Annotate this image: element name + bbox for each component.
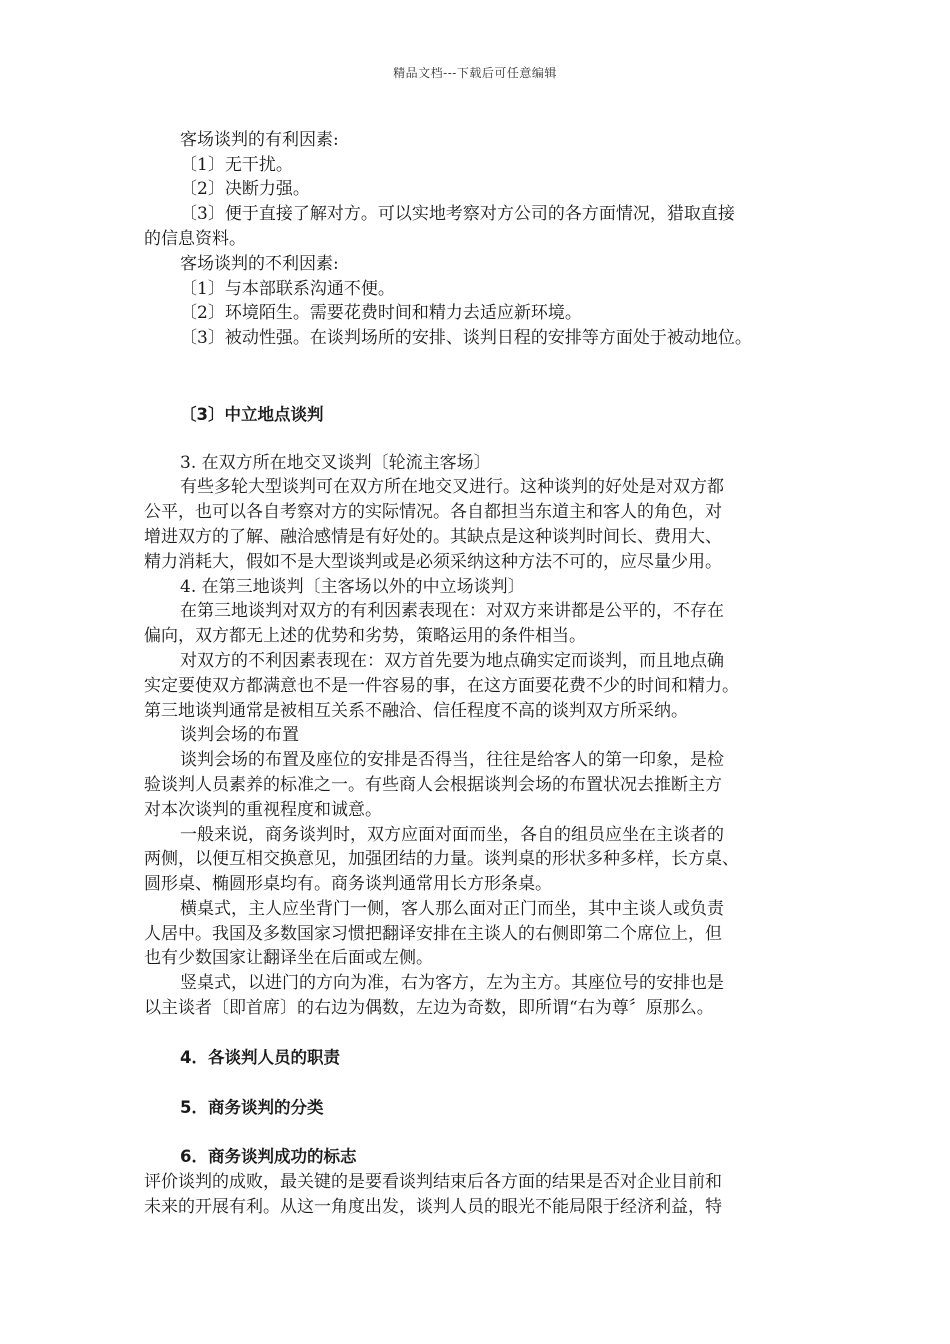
section-heading: 5．商务谈判的分类 — [180, 1098, 324, 1117]
paragraph-line: 一般来说，商务谈判时，双方应面对面而坐，各自的组员应坐在主谈者的 — [180, 825, 724, 845]
paragraph-line: 3. 在双方所在地交叉谈判〔轮流主客场〕 — [180, 453, 491, 473]
paragraph-line: 〔3〕便于直接了解对方。可以实地考察对方公司的各方面情况，猎取直接 — [180, 204, 735, 224]
paragraph-line: 对本次谈判的重视程度和诚意。 — [144, 800, 382, 820]
paragraph-line: 未来的开展有利。从这一角度出发，谈判人员的眼光不能局限于经济利益，特 — [144, 1197, 722, 1217]
paragraph-line: 〔1〕与本部联系沟通不便。 — [180, 279, 395, 299]
paragraph-line: 公平，也可以各自考察对方的实际情况。各自都担当东道主和客人的角色，对 — [144, 502, 722, 522]
paragraph-line: 在第三地谈判对双方的有利因素表现在：对双方来讲都是公平的，不存在 — [180, 601, 724, 621]
paragraph-line: 验谈判人员素养的标准之一。有些商人会根据谈判会场的布置状况去推断主方 — [144, 775, 722, 795]
paragraph-line: 实定要使双方都满意也不是一件容易的事，在这方面要花费不少的时间和精力。 — [144, 676, 739, 696]
paragraph-line: 客场谈判的不利因素: — [180, 254, 339, 274]
paragraph-line: 〔1〕无干扰。 — [180, 155, 293, 175]
paragraph-line: 精力消耗大，假如不是大型谈判或是必须采纳这种方法不可的，应尽量少用。 — [144, 552, 722, 572]
paragraph-line: 对双方的不利因素表现在：双方首先要为地点确实定而谈判，而且地点确 — [180, 651, 724, 671]
paragraph-line: 评价谈判的成败，最关键的是要看谈判结束后各方面的结果是否对企业目前和 — [144, 1172, 722, 1192]
page-header: 精品文档---下载后可任意编辑 — [393, 66, 557, 80]
paragraph-line: 横桌式，主人应坐背门一侧，客人那么面对正门而坐，其中主谈人或负责 — [180, 899, 724, 919]
paragraph-line: 增进双方的了解、融洽感情是有好处的。其缺点是这种谈判时间长、费用大、 — [144, 527, 722, 547]
paragraph-line: 两侧，以便互相交换意见，加强团结的力量。谈判桌的形状多种多样，长方桌、 — [144, 849, 739, 869]
paragraph-line: 圆形桌、椭圆形桌均有。商务谈判通常用长方形条桌。 — [144, 874, 552, 894]
paragraph-line: 4. 在第三地谈判〔主客场以外的中立场谈判〕 — [180, 577, 525, 597]
paragraph-line: 〔2〕环境陌生。需要花费时间和精力去适应新环境。 — [180, 303, 582, 323]
paragraph-line: 客场谈判的有利因素: — [180, 130, 339, 150]
paragraph-line: 〔2〕决断力强。 — [180, 179, 310, 199]
section-heading: 6．商务谈判成功的标志 — [180, 1147, 357, 1166]
paragraph-line: 偏向，双方都无上述的优势和劣势，策略运用的条件相当。 — [144, 626, 586, 646]
paragraph-line: 以主谈者〔即首席〕的右边为偶数，左边为奇数，即所谓“右为尊〞原那么。 — [144, 998, 714, 1018]
paragraph-line: 〔3〕被动性强。在谈判场所的安排、谈判日程的安排等方面处于被动地位。 — [180, 328, 752, 348]
paragraph-line: 谈判会场的布置 — [180, 725, 299, 745]
paragraph-line: 有些多轮大型谈判可在双方所在地交叉进行。这种谈判的好处是对双方都 — [180, 477, 724, 497]
paragraph-line: 竖桌式，以进门的方向为准，右为客方，左为主方。其座位号的安排也是 — [180, 973, 724, 993]
paragraph-line: 第三地谈判通常是被相互关系不融洽、信任程度不高的谈判双方所采纳。 — [144, 701, 688, 721]
paragraph-line: 的信息资料。 — [144, 229, 246, 249]
section-heading: 〔3〕中立地点谈判 — [180, 405, 324, 424]
paragraph-line: 谈判会场的布置及座位的安排是否得当，往往是给客人的第一印象，是检 — [180, 750, 724, 770]
paragraph-line: 也有少数国家让翻译坐在后面或左侧。 — [144, 948, 433, 968]
section-heading: 4．各谈判人员的职责 — [180, 1048, 340, 1067]
paragraph-line: 人居中。我国及多数国家习惯把翻译安排在主谈人的右侧即第二个席位上，但 — [144, 924, 722, 944]
